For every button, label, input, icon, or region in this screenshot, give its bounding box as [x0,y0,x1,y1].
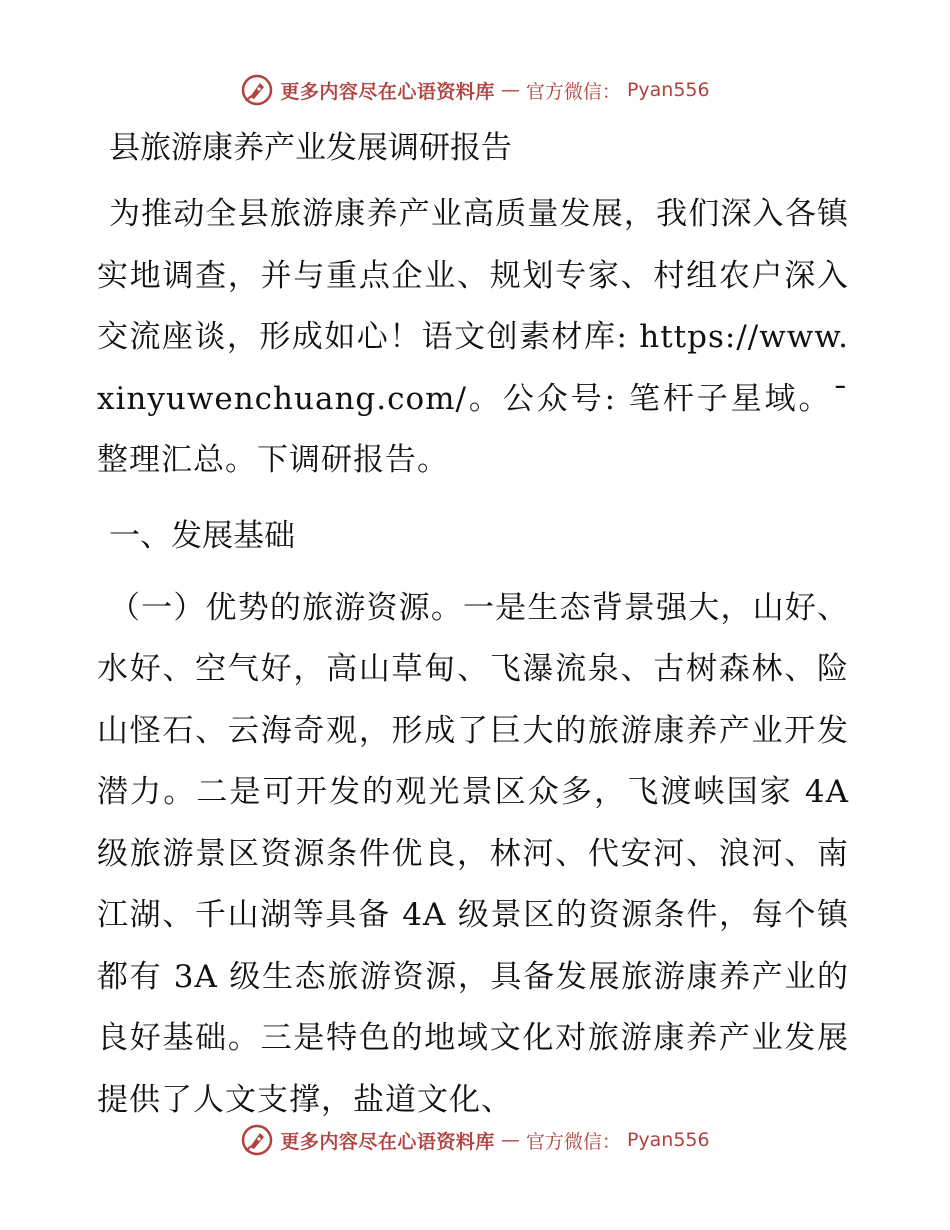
watermark-separator: — [500,79,520,101]
document-title: 县旅游康养产业发展调研报告 [109,130,512,166]
watermark-banner-top [0,70,950,110]
document-body [97,124,849,1131]
watermark-separator: — [500,1129,520,1151]
intro-paragraph: 为推动全县旅游康养产业高质量发展，我们深入各镇实地调查，并与重点企业、规划专家、村组农户深入交流座谈，形成如心！语文创素材库: https://www.xinyuwenchuang.com/。公众号: 笔杆子星域。¯整理汇总。下调研报告。 [97,196,849,478]
watermark-banner-bottom [0,1120,950,1160]
watermark-text: 更多内容尽在心语资料库 [280,1130,495,1153]
pen-nib-circle-icon [240,73,274,107]
watermark-label: 官方微信： [525,1130,621,1153]
section-heading: 一、发展基础 [109,517,295,554]
watermark-label: 官方微信： [525,80,621,103]
watermark-wechat-id: Pyan556 [626,1129,710,1151]
watermark-wechat-id: Pyan556 [626,79,710,101]
watermark-text: 更多内容尽在心语资料库 [280,80,495,103]
pen-nib-circle-icon [240,1123,274,1157]
body-paragraph: （一）优势的旅游资源。一是生态背景强大，山好、水好、空气好，高山草甸、飞瀑流泉、古树森林、险山怪石、云海奇观，形成了巨大的旅游康养产业开发潜力。二是可开发的观光景区众多，飞渡峡国家 4A 级旅游景区资源条件优良，林河、代安河、浪河、南江湖、千山湖等具备 4A 级景区的资源条件，每个镇都有 3A 级生态旅游资源，具备发展旅游康养产业的良好基础。三是特色的地域文化对旅游康养产业发展提供了人文支撑，盐道文化、 [97,589,849,1118]
